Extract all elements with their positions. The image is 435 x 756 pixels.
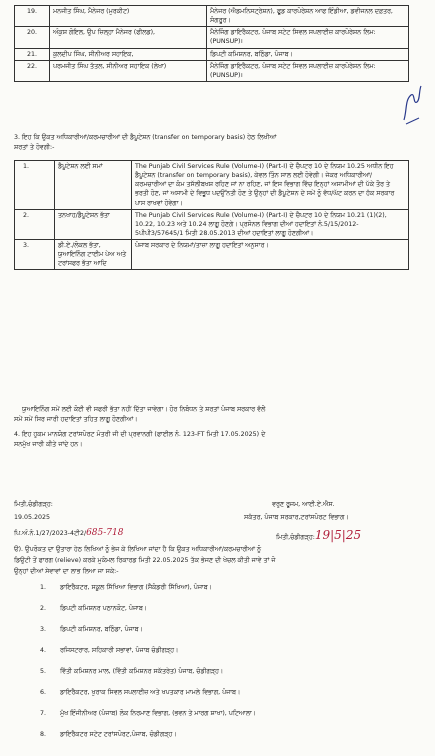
row-number: 22. (15, 60, 50, 81)
list-number: 2. (40, 605, 47, 612)
list-item (40, 646, 178, 655)
endorsement-handwritten-number: 685-718 (86, 528, 124, 538)
list-text: ਵਿੱਤੀ ਕਮਿਸ਼ਨਰ ਮਾਲ, (ਵਿੱਤੀ ਕਮਿਸ਼ਨਰ ਸਕੱਤਰੇਤ) ਪੰਜਾਬ, ਚੰਡੀਗੜ੍ਹ। (60, 668, 224, 675)
condition-label: ਡੀ.ਏ./ਲੋਕਲ ਭੱਤਾ, ਯੁਆਇਨਿੰਗ ਟਾਈਮ ਪੇਅ ਅਤੇ ਟਰਾਂਸਫਰ ਭੱਤਾ ਆਦਿ (55, 240, 132, 270)
posting-office: ਮੈਨੇਜਿੰਗ ਡਾਇਰੈਕਟਰ, ਪੰਜਾਬ ਸਟੇਟ ਸਿਵਲ ਸਪਲਾਈਜ਼ ਕਾਰਪੋਰੇਸ਼ਨ ਲਿਮ: (PUNSUP)। (207, 27, 409, 48)
para-4-line-2: ਸਨਮੁੱਖ ਜਾਰੀ ਕੀਤੇ ਜਾਂਦੇ ਹਨ। (14, 441, 83, 448)
table-row (15, 60, 409, 81)
posting-office: ਮੈਨੇਜਿੰਗ ਡਾਇਰੈਕਟਰ, ਪੰਜਾਬ ਸਟੇਟ ਸਿਵਲ ਸਪਲਾਈਜ਼ ਕਾਰਪੋਰੇਸ਼ਨ ਲਿਮ: (PUNSUP)। (207, 60, 409, 81)
list-item (40, 604, 147, 613)
posting-office: ਮੈਨੇਜਰ (ਐਡਮਨਿਸਟ੍ਰੇਸ਼ਨ), ਫੂਡ ਕਾਰਪੋਰੇਸ਼ਨ ਆਫ ਇੰਡੀਆ, ਡਵੀਜਨਲ ਦਫ਼ਤਰ, ਸੰਗਰੂਰ। (207, 6, 409, 27)
table-row (15, 209, 409, 239)
para-4-line-1: 4. ਇਹ ਹੁਕਮ ਮਾਨਯੋਗ ਟਰਾਂਸਪੋਰਟ ਮੰਤਰੀ ਜੀ ਦੀ ਪ੍ਰਵਾਨਗੀ (ਫਾਈਲ ਨੰ. 123-FT ਮਿਤੀ 17.05.2025) ਦੇ (14, 431, 266, 438)
condition-number: 3. (15, 240, 55, 270)
list-text: ਮੁੱਖ ਇੰਜੀਨੀਅਰ (ਪੰਜਾਬ) ਲੋਕ ਨਿਰਮਾਣ ਵਿਭਾਗ, (ਭਵਨ ਤੇ ਮਾਰਗ ਸ਼ਾਖਾ), ਪਟਿਆਲਾ। (60, 710, 257, 717)
list-item (40, 730, 176, 739)
after-table-line-1: ਯੁਆਇਨਿੰਗ ਸਮੇਂ ਲਈ ਕੋਈ ਵੀ ਸਫਰੀ ਭੱਤਾ ਨਹੀਂ ਦਿੱਤਾ ਜਾਵੇਗਾ। ਹੋਰ ਨਿਬੰਧਨ ਤੇ ਸ਼ਰਤਾਂ ਪੰਜਾਬ ਸਰਕਾਰ ਵੱਲੋਂ (22, 406, 266, 413)
para-3-line-2: ਸ਼ਰਤਾਂ ਤੇ ਹੋਵਗੀ:- (14, 144, 55, 151)
list-text: ਡਾਇਰੈਕਟਰ, ਸਕੂਲ ਸਿੱਖਿਆ ਵਿਭਾਗ (ਸੈਕੰਡਰੀ ਸਿੱਖਿਆ), ਪੰਜਾਬ। (60, 584, 212, 591)
endorsement-date-label: ਮਿਤੀ,ਚੰਡੀਗੜ੍ਹ: (276, 534, 315, 541)
condition-number: 2. (15, 209, 55, 239)
signatory-title: ਸਕੱਤਰ, ਪੰਜਾਬ ਸਰਕਾਰ,ਟਰਾਂਸਪੋਰਟ ਵਿਭਾਗ। (244, 514, 349, 521)
list-text: ਡਿਪਟੀ ਕਮਿਸ਼ਨਰ, ਬਠਿੰਡਾ, ਪੰਜਾਬ। (60, 626, 143, 633)
officer-name: ਮਨਜੀਤ ਸਿੰਘ, ਮੈਨੇਜਰ (ਮੁਰਕੀਟ) (50, 6, 207, 27)
row-number: 20. (15, 27, 50, 48)
condition-label: ਡੈਪੂਟੇਸ਼ਨ ਲਈ ਸਮਾਂ (55, 161, 132, 210)
list-number: 7. (40, 710, 47, 717)
para-o-line-3: ਉਨ੍ਹਾਂ ਦੀਆਂ ਸੇਵਾਵਾਂ ਦਾ ਲਾਭ ਲਿਆ ਜਾ ਸਕੇ:- (14, 568, 119, 575)
condition-label: ਤਨਖਾਹ/ਡੈਪੂਟੇਸ਼ਨ ਭੱਤਾ (55, 209, 132, 239)
list-item (40, 625, 143, 634)
list-number: 3. (40, 626, 47, 633)
endorsement-prefix: ਪਿ.ਅੰ.ਨੰ.1/27/2023-4ਟੀ2/ (14, 530, 87, 537)
officer-name: ਪਰਮਜੀਤ ਸਿੰਘ ਤੱਤਲ, ਸੀਨੀਅਰ ਸਹਾਇਕ (ਲੇਖਾ) (50, 60, 207, 81)
endorsement-handwritten-date: 19|5|25 (314, 528, 362, 542)
officer-transfer-table (14, 5, 409, 82)
condition-text: The Punjab Civil Services Rule (Volume-I) (Part-I) ਦੇ ਚੈਪਟਰ 10 ਦੇ ਨਿਯਮ 10.21 (1)(2), 10.22, 10.23 ਅਤੇ 10.24 ਲਾਗੂ ਹੋਣਗੇ। ਪ੍ਰਸੋਨਲ ਵਿਭਾਗ ਦੀਆਂ ਹਦਾਇਤਾਂ ਨੰ.5/15/2012-5ਪੀਪੀ3/57645/1 ਮਿਤੀ 28.05.2013 ਦੀਆਂ ਹਦਾਇਤਾਂ ਲਾਗੂ ਹੋਣਗੀਆਂ। (132, 209, 409, 239)
list-text: ਡਿਪਟੀ ਕਮਿਸ਼ਨਰ ਪਠਾਨਕੋਟ, ਪੰਜਾਬ। (60, 605, 148, 612)
table-row (15, 6, 409, 27)
table-row (15, 48, 409, 60)
endorsement-date (276, 527, 361, 544)
after-table-line-2: ਸਮੇਂ ਸਮੇਂ ਸਿਰ ਜਾਰੀ ਹਦਾਇਤਾਂ ਤਹਿਤ ਲਾਗੂ ਹੋਣਗੀਆਂ। (14, 416, 138, 423)
row-number: 19. (15, 6, 50, 27)
para-o-line-1: ੳ). ਉਪਰੋਕਤ ਦਾ ਉਤਾਰਾ ਹੇਠ ਲਿਖਿਆਂ ਨੂੰ ਭੇਜ ਕੇ ਲਿਖਿਆ ਜਾਂਦਾ ਹੈ ਕਿ ਉਕਤ ਅਧਿਕਾਰੀਆਂ/ਕਰਮਚਾਰੀਆਂ ਨੂੰ (14, 546, 262, 553)
list-number: 1. (40, 584, 47, 591)
officer-name: ਅੰਕੁਸ਼ ਗੋਇਲ, ਉਪ ਜ਼ਿਲ੍ਹਾ ਮੈਨੇਜਰ (ਫੀਲਡ), (50, 27, 207, 48)
table-row (15, 161, 409, 210)
endorsement-number (14, 527, 123, 540)
signature-mark (401, 80, 423, 130)
list-item (40, 688, 240, 697)
list-number: 4. (40, 647, 47, 654)
condition-text: The Punjab Civil Services Rule (Volume-I) (Part-I) ਦੇ ਚੈਪਟਰ 10 ਦੇ ਨਿਯਮ 10.25 ਅਧੀਨ ਇਹ ਡੈਪੂਟੇਸ਼ਨ (transfer on temporary basis), ਕੇਵਲ ਤਿੰਨ ਸਾਲ ਲਈ ਹੋਵੇਗੀ। ਜੇਕਰ ਅਧਿਕਾਰੀਆਂ/ ਕਰਮਚਾਰੀਆਂ ਦਾ ਕੰਮ ਤਸੱਲੀਬਖਸ਼ ਰਹਿਣ ਜਾਂ ਨਾ ਰਹਿਣ, ਜਾਂ ਇਸ ਵਿਭਾਗ ਵਿੱਚ ਇਨ੍ਹਾਂ ਅਸਾਮੀਆਂ ਦੀ ਪੱਕੇ ਤੌਰ ਤੇ ਭਰਤੀ ਹੋਣ, ਜਾਂ ਅਸਾਮੀ ਦੇ ਵਿਭੂਧ ਪਦਉੱਨਤੀ ਹੋਣ ਤੇ ਉਨ੍ਹਾਂ ਦੀ ਡੈਪੂਟੇਸ਼ਨ ਦੇ ਸਮੇਂ ਨੂੰ ਵੱਧ/ਘੱਟ ਕਰਨ ਦਾ ਹੱਕ ਸਰਕਾਰ ਪਾਸ ਰਾਖਵਾਂ ਹੋਵੇਗਾ। (132, 161, 409, 210)
para-3-line-1: 3. ਇਹ ਕਿ ਉਕਤ ਅਧਿਕਾਰੀਆਂ/ਕਰਮਚਾਰੀਆਂ ਦੀ ਡੈਪੂਟੇਸ਼ਨ (transfer on temporary basis) ਹੇਠ ਲਿਖੀਆਂ (14, 134, 277, 141)
list-text: ਰਜਿਸਟਰਾਰ, ਸਹਿਕਾਰੀ ਸਭਾਵਾਂ, ਪੰਜਾਬ ਚੰਡੀਗੜ੍ਹ। (60, 647, 179, 654)
posting-office: ਡਿਪਟੀ ਕਮਿਸ਼ਨਰ, ਬਠਿੰਡਾ, ਪੰਜਾਬ। (207, 48, 409, 60)
officer-name: ਕੁਲਦੀਪ ਸਿੰਘ, ਸੀਨੀਅਰ ਸਹਾਇਕ, (50, 48, 207, 60)
condition-text: ਪੰਜਾਬ ਸਰਕਾਰ ਦੇ ਨਿਯਮਾਂ/ਤਾਜ਼ਾ ਲਾਗੂ ਹਦਾਇਤਾਂ ਅਨੁਸਾਰ। (132, 240, 409, 270)
list-text: ਡਾਇਰੈਕਟਰ ਸਟੇਟ ਟਰਾਂਸਪੋਰਟ,ਪੰਜਾਬ, ਚੰਡੀਗੜ੍ਹ। (60, 731, 177, 738)
list-number: 5. (40, 668, 47, 675)
conditions-table (14, 160, 409, 270)
list-item (40, 709, 256, 718)
list-item (40, 583, 212, 592)
order-date: 19.05.2025 (14, 514, 51, 521)
table-row (15, 27, 409, 48)
list-text: ਡਾਇਰੈਕਟਰ, ਖੁਰਾਕ ਸਿਵਲ ਸਪਲਾਈਜ਼ ਅਤੇ ਖਪਤਕਾਰ ਮਾਮਲੇ ਵਿਭਾਗ, ਪੰਜਾਬ। (60, 689, 241, 696)
table-row (15, 240, 409, 270)
row-number: 21. (15, 48, 50, 60)
condition-number: 1. (15, 161, 55, 210)
list-item (40, 667, 223, 676)
para-o-line-2: ਡਿਉਟੀ ਤੋਂ ਫਾਰਗ (relieve) ਕਰਕੇ ਮੁਕੰਮਲ ਰਿਕਾਰਡ ਮਿਤੀ 22.05.2025 ਤੱਕ ਭੇਜਣ ਦੀ ਖੇਚਲ ਕੀਤੀ ਜਾਵੇ ਤਾਂ ਜੋ (14, 557, 276, 564)
signatory-name: ਵਰੁਣ ਰੂਜਮ, ਆਈ.ਏ.ਐਸ. (272, 501, 335, 508)
place-date-label: ਮਿਤੀ,ਚੰਡੀਗੜ੍ਹ: (14, 501, 53, 508)
list-number: 8. (40, 731, 47, 738)
list-number: 6. (40, 689, 47, 696)
